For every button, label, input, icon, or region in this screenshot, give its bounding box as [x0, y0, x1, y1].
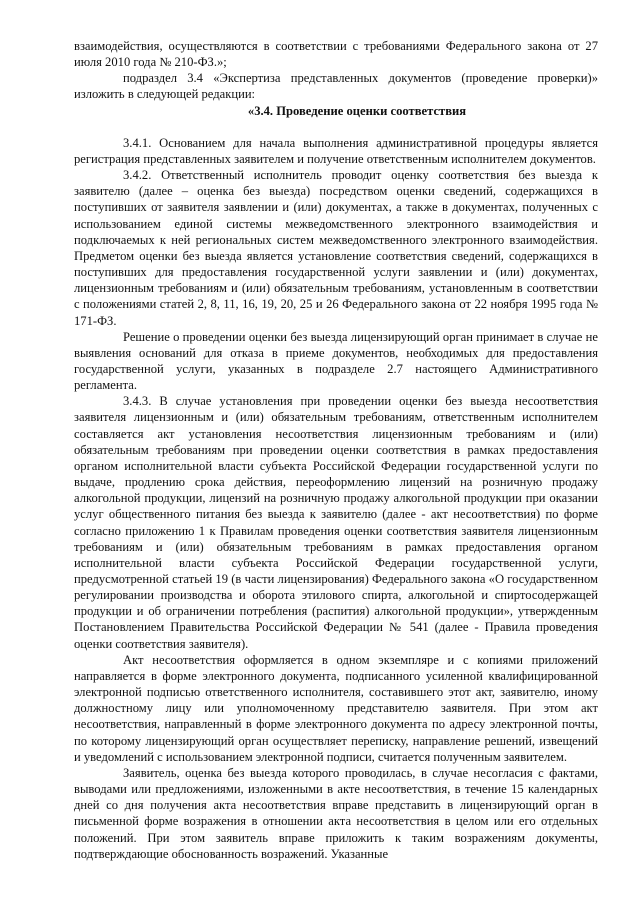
paragraph-3-4-1: 3.4.1. Основанием для начала выполнения административной процедуры является регистрация представленных заявителем и получение ответственным исполнителем документов.: [74, 135, 598, 166]
paragraph-act: Акт несоответствия оформляется в одном экземпляре и с копиями приложений направляется в форме электронного документа, подписанного усиленной квалифицированной электронной подписью ответственного исполнителя, составившего этот акт, заявителю, иному должностному лицу или уполномоченному представителю заявителя. При этом акт несоответствия, направленный в форме электронного документа по адресу электронной почты, по которому лицензирующий орган осуществляет переписку, направление решений, извещений и уведомлений с использованием электронной подписи, считается полученным заявителем.: [74, 652, 598, 764]
heading-spacer: [74, 119, 598, 135]
paragraph-objections: Заявитель, оценка без выезда которого проводилась, в случае несогласия с фактами, выводами или предложениями, изложенными в акте несоответствия, в течение 15 календарных дней со дня получения акта несоответствия вправе представить в лицензирующий орган в письменной форме возражения в отношении акта несоответствия в целом или его отдельных положений. При этом заявитель вправе приложить к таким возражениям документы, подтверждающие обоснованность возражений. Указанные: [74, 765, 598, 861]
paragraph-3-4-2: 3.4.2. Ответственный исполнитель проводит оценку соответствия без выезда к заявителю (далее – оценка без выезда) посредством оценки сведений, содержащихся в поступивших от заявителя заявлении и (или) документах, а также в документах, полученных с использованием единой системы межведомственного электронного взаимодействия и подключаемых к ней региональных систем межведомственного электронного взаимодействия. Предметом оценки без выезда является установление соответствия сведений, содержащихся в поступивших для предоставления государственной услуги заявлении и (или) документах, лицензионным требованиям и (или) обязательным требованиям, установленным в соответствии с положениями статей 2, 8, 11, 16, 19, 20, 25 и 26 Федерального закона от 22 ноября 1995 года № 171-ФЗ.: [74, 168, 598, 328]
paragraph-3-4-3: 3.4.3. В случае установления при проведении оценки без выезда несоответствия заявителя лицензионным и (или) обязательным требованиям, ответственным исполнителем составляется акт установления несоответствия лицензионным требованиям и (или) обязательным требованиям при проведении оценки соответствия в рамках предоставления органом исполнительной власти субъекта Российской Федерации государственной услуги по выдаче, продлению срока действия, переоформлению лицензий на розничную продажу алкогольной продукции, лицензий на розничную продажу алкогольной продукции при оказании услуг общественного питания без выезда к заявителю (далее - акт несоответствия) по форме согласно приложению 1 к Правилам проведения оценки соответствия заявителя лицензионным требованиям и (или) обязательным требованиям в рамках предоставления органом исполнительной власти субъекта Российской Федерации государственной услуги, предусмотренной статьей 19 (в части лицензирования) Федерального закона «О государственном регулировании производства и оборота этилового спирта, алкогольной и спиртосодержащей продукции и об ограничении потребления (распития) алкогольной продукции», утвержденным Постановлением Правительства Российской Федерации № 541 (далее - Правила проведения оценки соответствия заявителя).: [74, 394, 598, 651]
intro-paragraph: взаимодействия, осуществляются в соответствии с требованиями Федерального закона от 27 июля 2010 года № 210-ФЗ.»;: [74, 39, 598, 70]
section-heading: «3.4. Проведение оценки соответствия: [247, 103, 467, 118]
document-page: [74, 38, 598, 862]
subsection-paragraph: подраздел 3.4 «Экспертиза представленных документов (проведение проверки)» изложить в следующей редакции:: [74, 71, 598, 102]
paragraph-decision: Решение о проведении оценки без выезда лицензирующий орган принимает в случае не выявления оснований для отказа в приеме документов, необходимых для предоставления государственной услуги, указанных в подразделе 2.7 настоящего Административного регламента.: [74, 329, 598, 393]
